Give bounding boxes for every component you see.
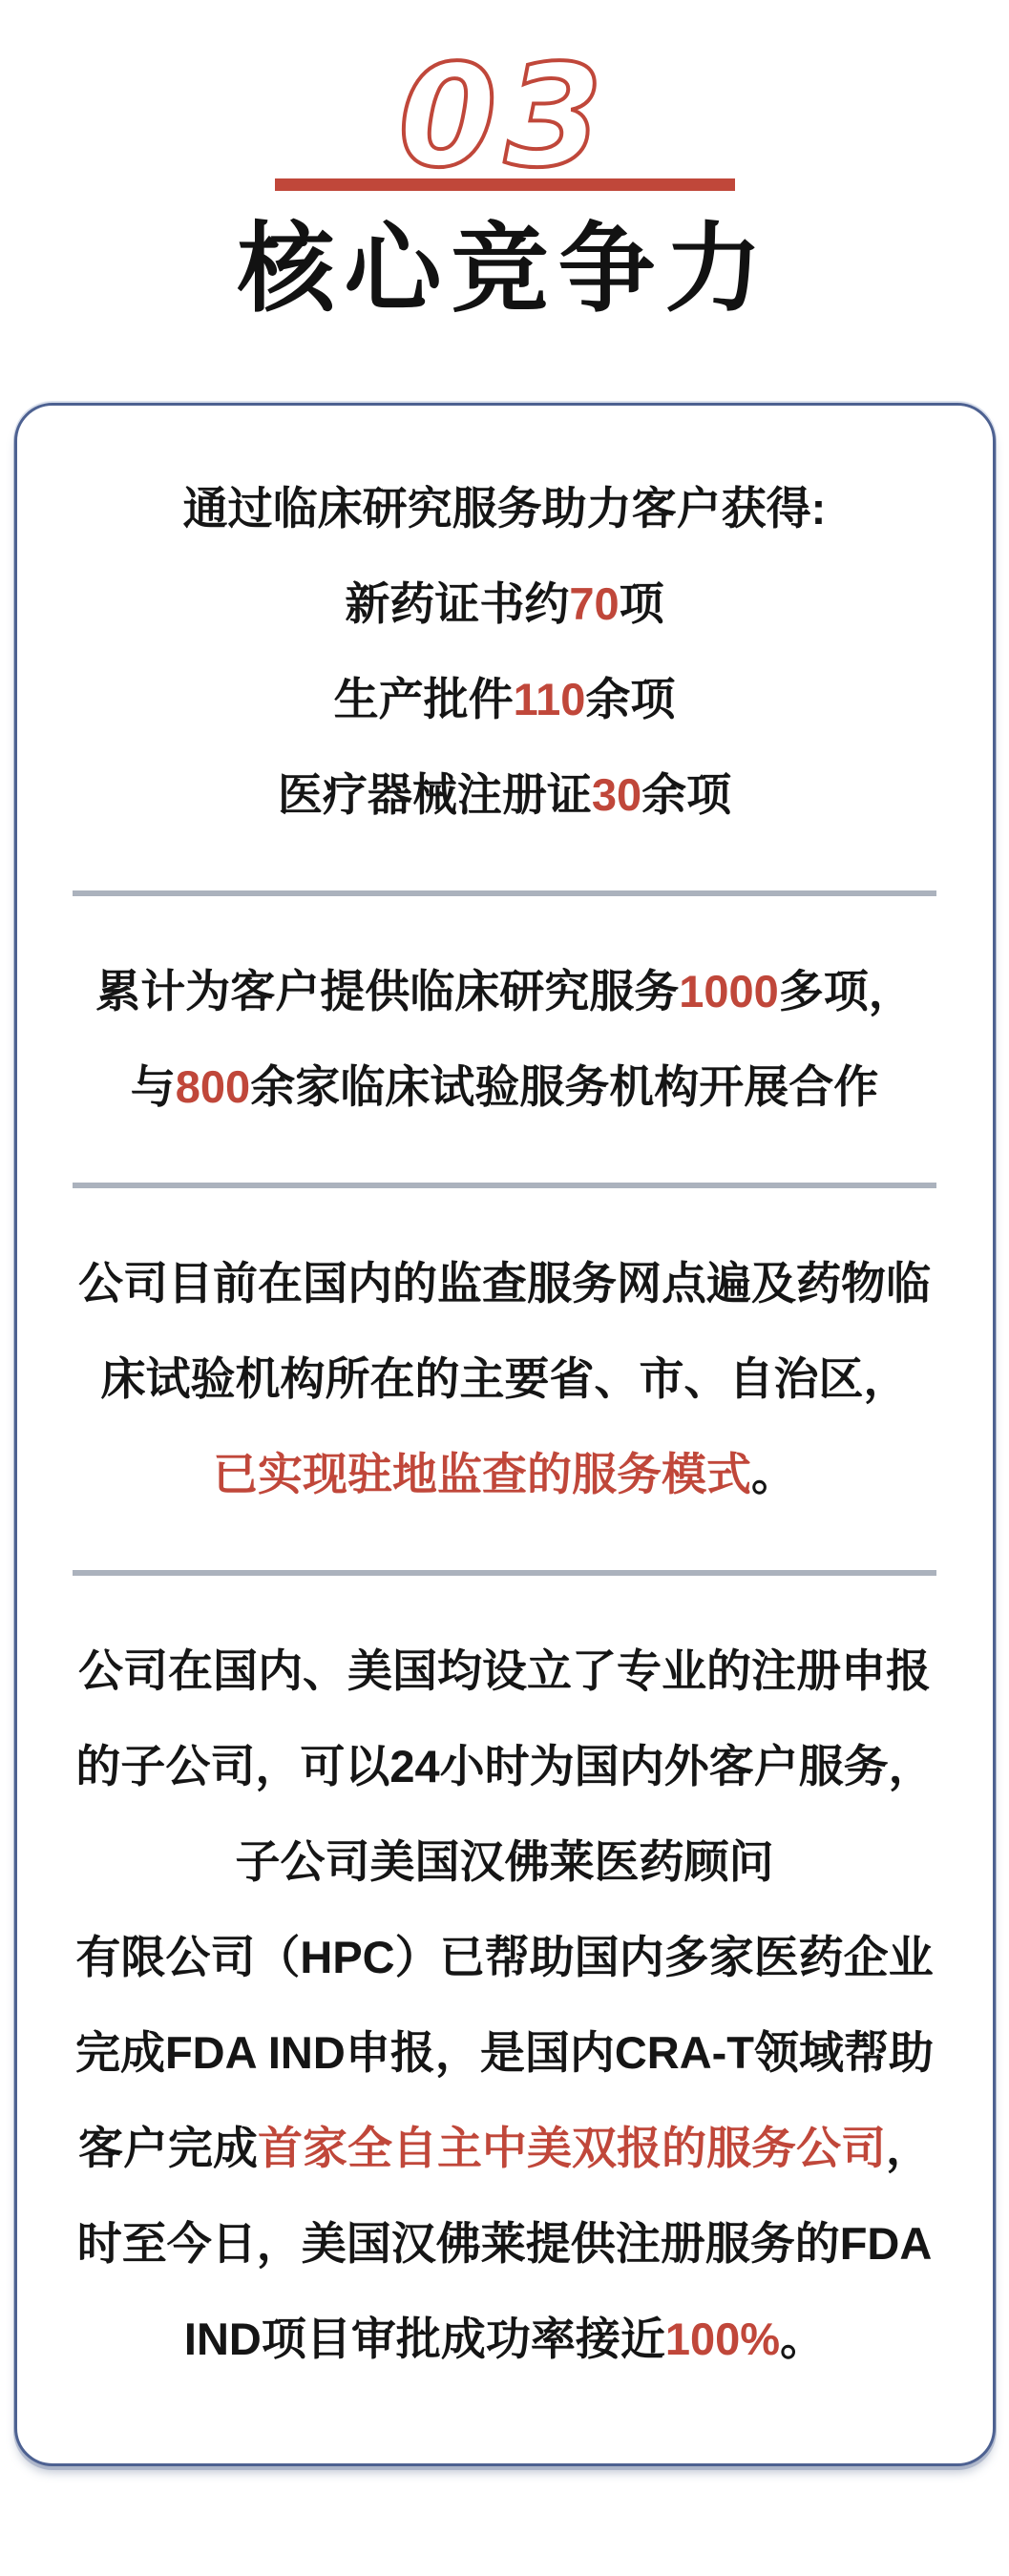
section-number-block xyxy=(209,34,801,199)
text-segment: 。 xyxy=(780,2314,826,2365)
text-segment: 与 xyxy=(130,1061,176,1113)
highlight-text: 110 xyxy=(513,674,586,725)
text-segment: 公司目前在国内的监查服务网点遍及药物临 xyxy=(78,1258,931,1309)
text-segment: 完成FDA IND申报，是国内CRA-T领域帮助 xyxy=(74,2027,935,2079)
text-line xyxy=(17,2005,993,2101)
card-section-service-totals xyxy=(17,944,993,1135)
text-segment: 客户完成 xyxy=(78,2123,258,2174)
text-segment: 新药证书约 xyxy=(345,578,570,630)
text-line xyxy=(17,944,993,1039)
highlight-text: 30 xyxy=(591,769,642,821)
card-section-subsidiary xyxy=(17,1623,993,2387)
text-line xyxy=(17,1427,993,1522)
text-line xyxy=(17,461,993,556)
text-line xyxy=(17,1039,993,1135)
text-line xyxy=(17,2196,993,2292)
text-segment: 通过临床研究服务助力客户获得: xyxy=(182,483,827,534)
text-segment: 医疗器械注册证 xyxy=(277,769,592,821)
text-segment: 时至今日，美国汉佛莱提供注册服务的FDA xyxy=(76,2218,933,2270)
highlight-text: 已实现驻地监查的服务模式 xyxy=(213,1449,751,1500)
page-title: 核心竞争力 xyxy=(237,215,772,324)
text-line xyxy=(17,747,993,843)
text-line xyxy=(17,1814,993,1910)
card-section-monitoring-network xyxy=(17,1236,993,1522)
text-segment: 余家临床试验服务机构开展合作 xyxy=(250,1061,879,1113)
content-card xyxy=(14,403,996,2466)
text-segment: 累计为客户提供临床研究服务 xyxy=(95,966,680,1017)
text-line xyxy=(17,556,993,652)
text-line xyxy=(17,1623,993,1719)
section-divider xyxy=(73,1183,936,1188)
text-segment: ， xyxy=(886,2123,931,2174)
text-segment: IND项目审批成功率接近 xyxy=(183,2314,665,2365)
section-number: 03 xyxy=(398,34,611,199)
highlight-text: 1000 xyxy=(679,966,779,1017)
highlight-text: 800 xyxy=(175,1061,251,1113)
text-segment: 有限公司（HPC）已帮助国内多家医药企业 xyxy=(75,1932,934,1983)
text-segment: 床试验机构所在的主要省、市、自治区， xyxy=(100,1353,909,1405)
highlight-text: 100% xyxy=(664,2314,781,2365)
highlight-text: 首家全自主中美双报的服务公司 xyxy=(258,2123,886,2174)
text-line xyxy=(17,1331,993,1427)
text-segment: 余项 xyxy=(641,769,732,821)
text-segment: 生产批件 xyxy=(333,674,514,725)
text-line xyxy=(17,2101,993,2196)
card-section-achievements xyxy=(17,461,993,843)
text-segment: 。 xyxy=(751,1449,796,1500)
section-divider xyxy=(73,1570,936,1576)
text-segment: 多项， xyxy=(778,966,914,1017)
text-segment: 子公司美国汉佛莱医药顾问 xyxy=(235,1836,774,1888)
text-segment: 余项 xyxy=(585,674,676,725)
text-line xyxy=(17,1910,993,2005)
text-segment: 的子公司，可以24小时为国内外客户服务， xyxy=(75,1741,934,1792)
text-segment: 项 xyxy=(619,578,664,630)
section-divider xyxy=(73,890,936,896)
text-line xyxy=(17,2292,993,2387)
text-line xyxy=(17,652,993,747)
page-header xyxy=(0,34,1009,324)
text-segment: 公司在国内、美国均设立了专业的注册申报 xyxy=(78,1645,931,1697)
text-line xyxy=(17,1236,993,1331)
highlight-text: 70 xyxy=(569,578,620,630)
text-line xyxy=(17,1719,993,1814)
